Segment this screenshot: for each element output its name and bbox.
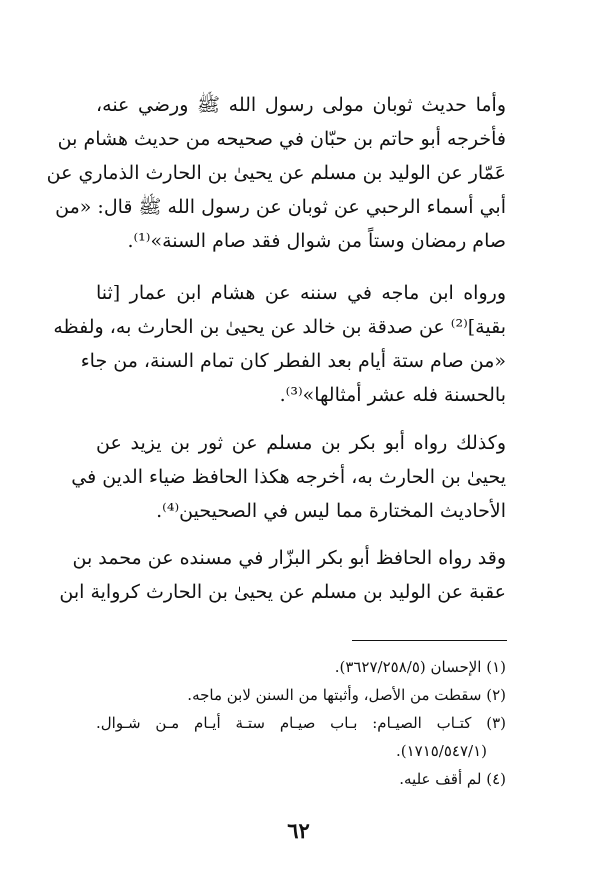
footnote-continuation: (١٧١٥/٥٤٧/١). — [395, 742, 487, 760]
text-line: عقبة عن الوليد بن مسلم عن يحيىٰ بن الحارث كرواية ابن — [59, 581, 506, 603]
text-line: أبي أسماء الرحبي عن ثوبان عن رسول الله ﷺ قال: «من — [55, 196, 506, 218]
text-line: عَمّار عن الوليد بن مسلم عن يحيىٰ بن الحارث الذماري عن — [46, 162, 506, 184]
footnote: (٤) لم أقف عليه. — [399, 770, 506, 788]
text-line: وقد رواه الحافظ أبو بكر البزّار في مسنده عن محمد بن — [72, 547, 506, 569]
text-line: فأخرجه أبو حاتم بن حبّان في صحيحه من حديث هشام بن — [57, 128, 506, 150]
footnote: (١) الإحسان (٣٦٢٧/٢٥٨/٥). — [334, 658, 506, 676]
footnote: (٣) كتـاب الصيـام: بـاب صيـام ستـة أيـام مـن شـوال. — [96, 714, 506, 732]
footnote-divider — [352, 640, 507, 641]
text-line: بقية]⁽²⁾ عن صدقة بن خالد عن يحيىٰ بن الحارث به، ولفظه — [53, 316, 506, 338]
text-line: يحيىٰ بن الحارث به، أخرجه هكذا الحافظ ضياء الدين في — [71, 466, 506, 488]
text-line: بالحسنة فله عشر أمثالها»⁽³⁾. — [279, 384, 506, 406]
text-line: الأحاديث المختارة مما ليس في الصحيحين⁽⁴⁾. — [156, 500, 506, 522]
text-line: ورواه ابن ماجه في سننه عن هشام ابن عمار [ثنا — [96, 282, 506, 304]
text-line: «من صام ستة أيام بعد الفطر كان تمام السنة، من جاء — [80, 350, 506, 372]
text-line: صام رمضان وستاً من شوال فقد صام السنة»⁽¹⁾. — [127, 230, 506, 252]
page-number: ٦٢ — [287, 818, 310, 843]
text-line: وكذلك رواه أبو بكر بن مسلم عن ثور بن يزيد عن — [96, 432, 506, 454]
footnote: (٢) سقطت من الأصل، وأثبتها من السنن لابن ماجه. — [187, 686, 506, 704]
text-line: وأما حديث ثوبان مولى رسول الله ﷺ ورضي عنه، — [96, 94, 506, 116]
